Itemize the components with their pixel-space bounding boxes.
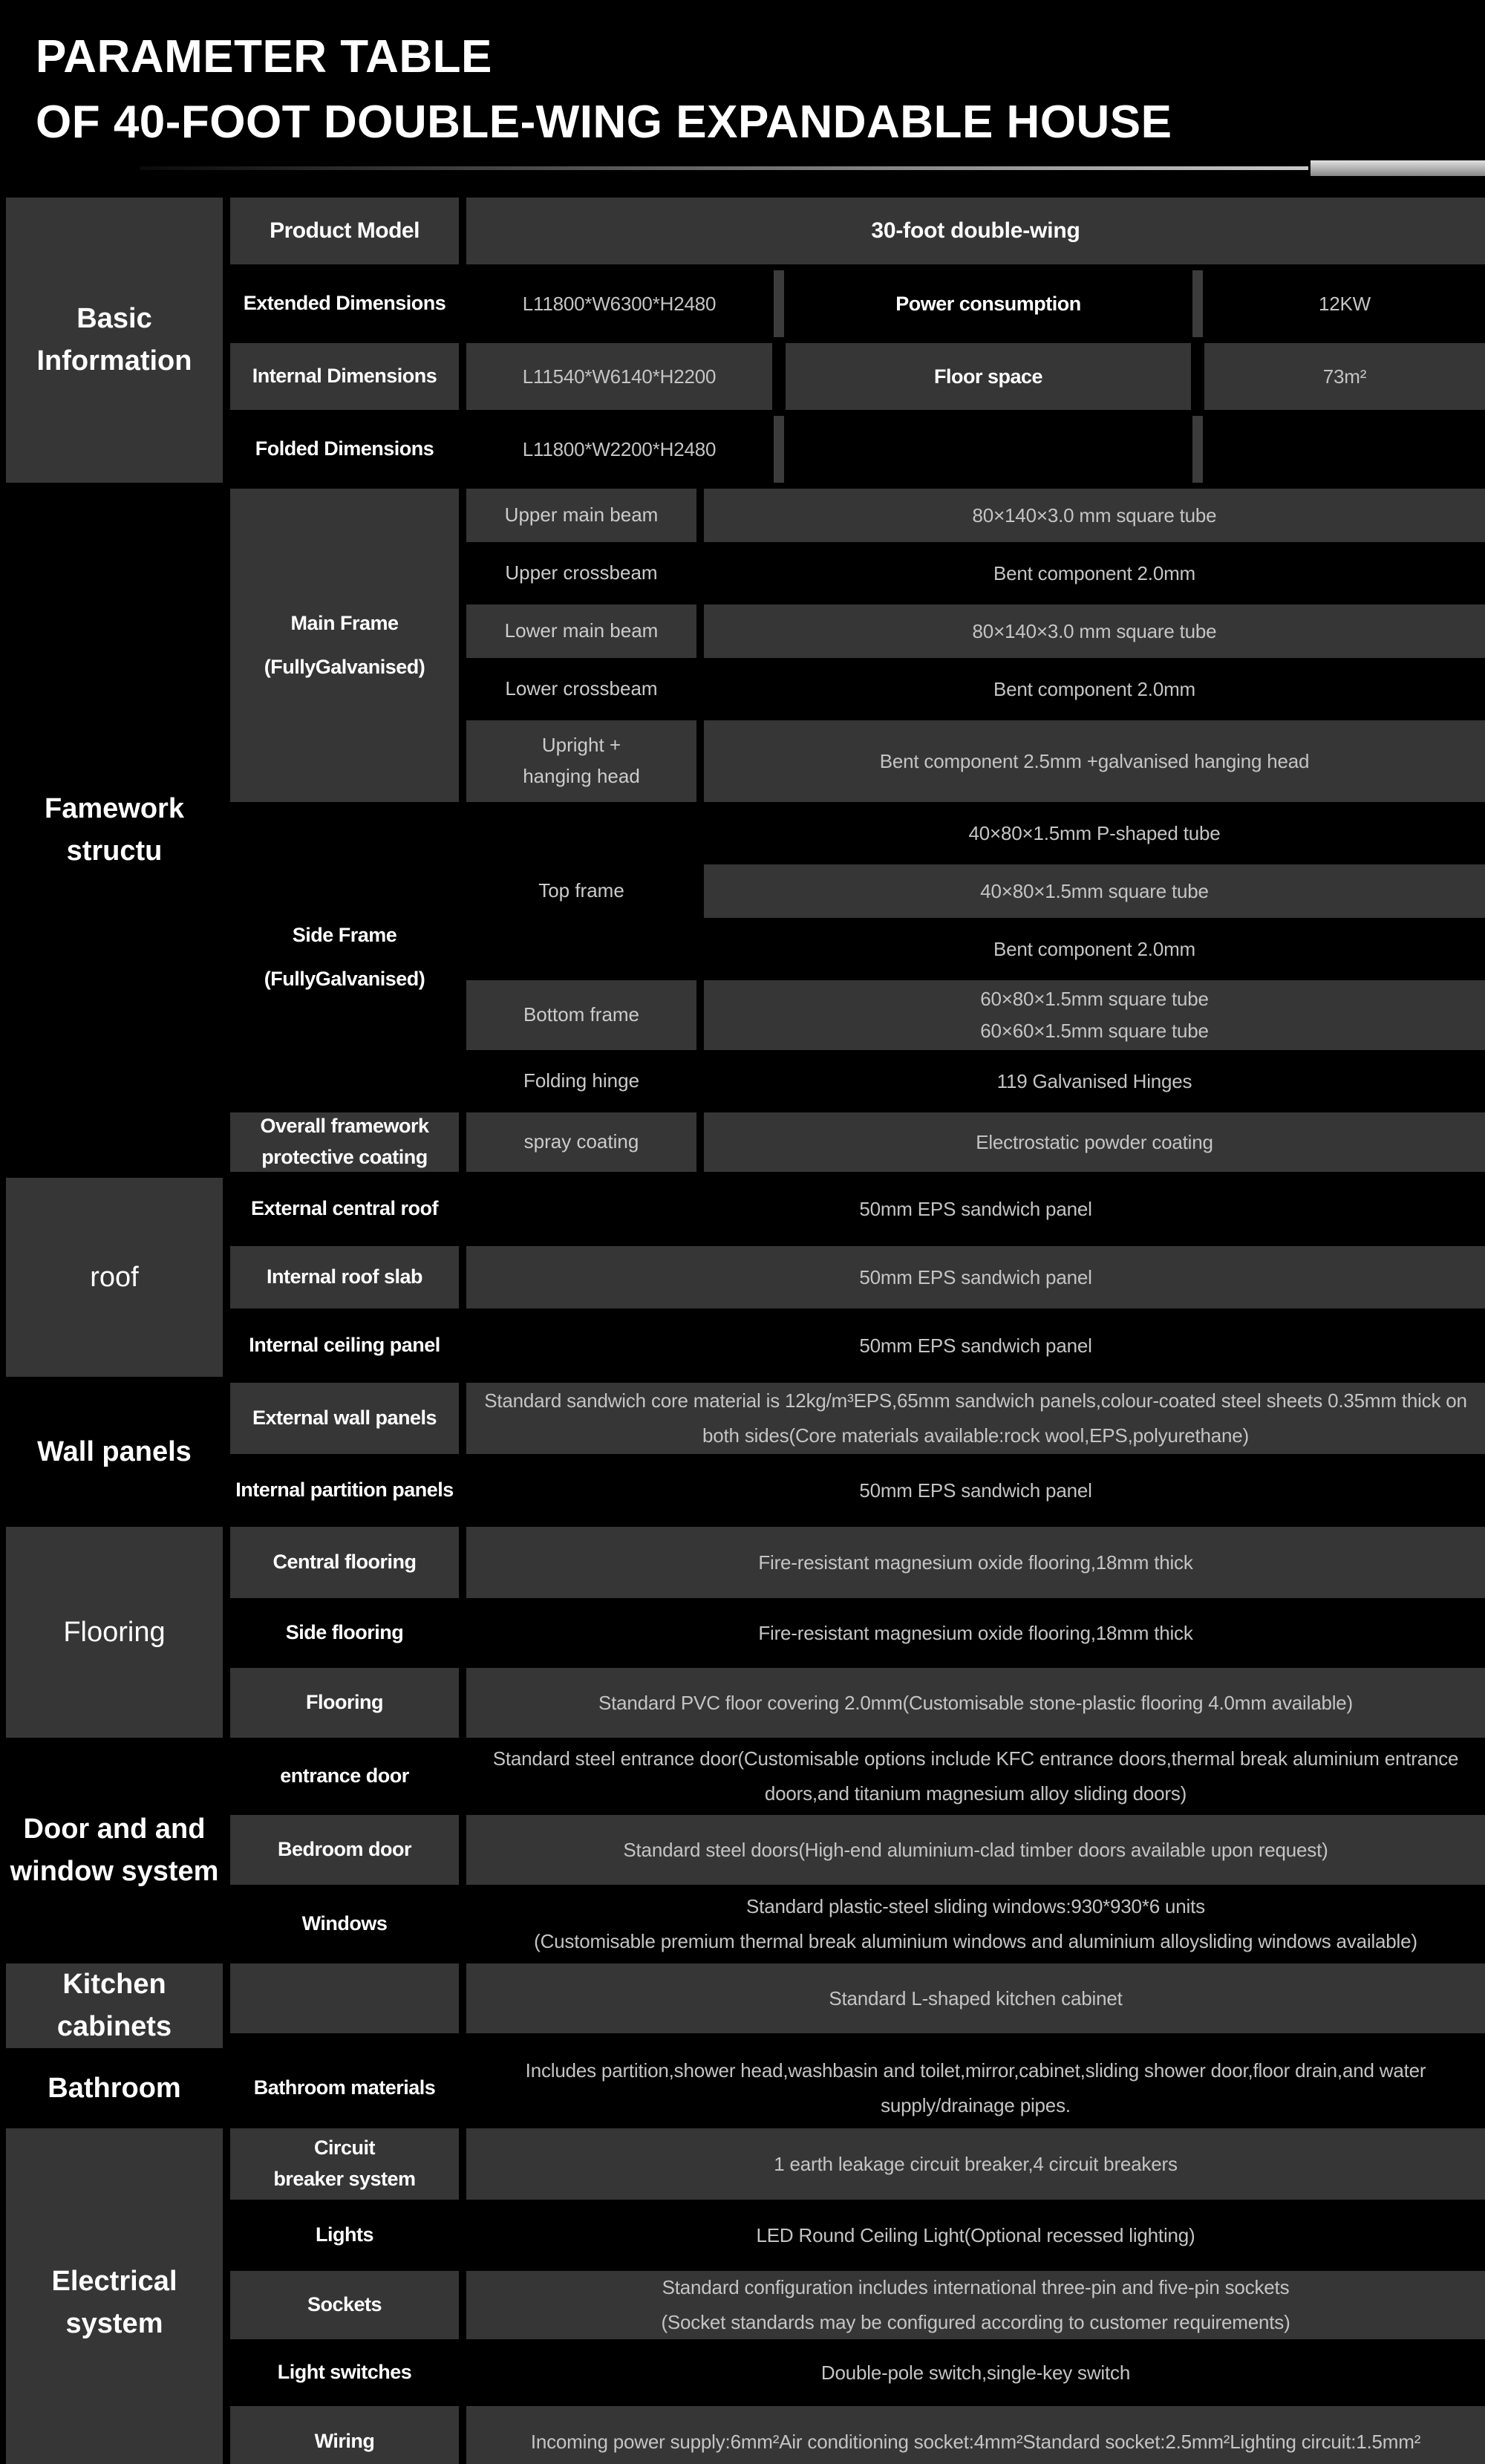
row-value xyxy=(466,1744,1485,1809)
section-label-text: system xyxy=(65,2308,163,2339)
row-sockets xyxy=(230,2271,1485,2339)
row-bottom-frame xyxy=(466,980,1485,1050)
row-label: Internal roof slab xyxy=(230,1246,459,1308)
section-label-text: Information xyxy=(36,345,192,377)
component-spec: Bent component 2.0mm xyxy=(993,937,1196,960)
section-label-framework xyxy=(6,489,223,1172)
title-underline-gradient xyxy=(140,166,1308,170)
row-upper-main-beam xyxy=(466,489,1485,542)
row-protective-coating xyxy=(230,1112,1485,1172)
row-external-wall-panels xyxy=(230,1383,1485,1454)
component-spec: 80×140×3.0 mm square tube xyxy=(704,489,1485,542)
row-label: Bathroom materials xyxy=(253,2076,436,2099)
row-value: Fire-resistant magnesium oxide flooring,18mm thick xyxy=(758,1621,1193,1644)
subsection-label xyxy=(230,489,459,802)
row-value-text: (Customisable premium thermal break aluminium windows and aluminium alloysliding windows available) xyxy=(534,1930,1417,1952)
section-label-text: Bathroom xyxy=(48,2072,181,2104)
section-label-text: Famework xyxy=(45,793,184,824)
column-separator xyxy=(1191,343,1204,410)
row-value: 50mm EPS sandwich panel xyxy=(466,1246,1485,1308)
section-label-text: Basic xyxy=(76,303,152,334)
row-label xyxy=(230,1963,459,2033)
row-internal-dimensions xyxy=(230,343,1485,410)
row-label: Flooring xyxy=(230,1668,459,1738)
row-value: Fire-resistant magnesium oxide flooring,18mm thick xyxy=(466,1527,1485,1598)
row-value-text: doors,and titanium magnesium alloy sliding doors) xyxy=(764,1782,1187,1805)
row-label: Extended Dimensions xyxy=(243,292,446,315)
component-spec xyxy=(704,980,1485,1050)
section-roof xyxy=(6,1178,1485,1377)
section-bathroom xyxy=(6,2054,1485,2122)
row-label: Folded Dimensions xyxy=(255,437,434,460)
section-flooring xyxy=(6,1527,1485,1738)
row-bathroom-materials xyxy=(230,2054,1485,2122)
row-label: Internal Dimensions xyxy=(230,343,459,410)
row-wiring xyxy=(230,2406,1485,2464)
row-label-text: breaker system xyxy=(273,2168,416,2190)
row-label-2 xyxy=(786,416,1191,483)
row-value xyxy=(466,2054,1485,2122)
row-value: 50mm EPS sandwich panel xyxy=(859,1334,1092,1357)
row-label: Side flooring xyxy=(285,1621,404,1644)
section-basic-information xyxy=(6,198,1485,483)
component-label: Top frame xyxy=(538,879,624,902)
row-value: Double-pole switch,single-key switch xyxy=(820,2361,1131,2384)
component-label: Folding hinge xyxy=(523,1069,640,1092)
section-label-text: Wall panels xyxy=(37,1435,192,1467)
row-value: 1 earth leakage circuit breaker,4 circuit breakers xyxy=(466,2128,1485,2200)
row-top-frame-p-tube xyxy=(466,806,1485,860)
subsection-label-text: (FullyGalvanised) xyxy=(264,656,425,678)
section-label-text: window system xyxy=(10,1856,219,1887)
row-label: Central flooring xyxy=(230,1527,459,1598)
row-internal-partition-panels xyxy=(230,1460,1485,1521)
component-spec: 40×80×1.5mm P-shaped tube xyxy=(968,821,1221,844)
row-folded-dimensions xyxy=(230,416,1485,483)
row-label: Wiring xyxy=(230,2406,459,2464)
row-value: L11800*W6300*H2480 xyxy=(522,292,717,315)
row-value-text: Standard steel entrance door(Customisable options include KFC entrance doors,thermal break aluminium entrance xyxy=(492,1747,1459,1770)
row-value: 50mm EPS sandwich panel xyxy=(859,1479,1092,1502)
component-label xyxy=(466,806,696,860)
component-label xyxy=(466,720,696,802)
component-label-text: hanging head xyxy=(523,765,640,787)
section-label-electrical xyxy=(6,2128,223,2464)
row-value-text: Standard sandwich core material is 12kg/m³EPS,65mm sandwich panels,colour-coated steel sheets 0.35mm thick on xyxy=(484,1389,1467,1412)
row-label: Lights xyxy=(316,2223,373,2246)
row-side-bent-component xyxy=(466,922,1485,976)
component-spec: 119 Galvanised Hinges xyxy=(996,1069,1192,1092)
subsection-label-text: Side Frame xyxy=(292,923,397,946)
section-label-basic xyxy=(6,198,223,483)
subsection-label-text: Main Frame xyxy=(290,611,399,634)
row-value: 30-foot double-wing xyxy=(466,198,1485,264)
component-label: Bottom frame xyxy=(466,980,696,1050)
row-value: L11540*W6140*H2200 xyxy=(466,343,772,410)
section-wall-panels xyxy=(6,1383,1485,1521)
row-central-flooring xyxy=(230,1527,1485,1598)
component-label: Lower main beam xyxy=(466,604,696,658)
component-spec: Bent component 2.0mm xyxy=(993,561,1196,584)
row-label-text: protective coating xyxy=(261,1146,428,1168)
component-spec: 40×80×1.5mm square tube xyxy=(704,864,1485,918)
row-bedroom-door xyxy=(230,1815,1485,1885)
section-label-text: structu xyxy=(66,835,163,867)
section-label-text: Flooring xyxy=(63,1616,166,1648)
component-spec: Electrostatic powder coating xyxy=(704,1112,1485,1172)
subsection-label-text: (FullyGalvanised) xyxy=(264,968,425,990)
row-label: Sockets xyxy=(230,2271,459,2339)
row-label: entrance door xyxy=(280,1764,409,1787)
row-value-2 xyxy=(1204,416,1485,483)
component-label: spray coating xyxy=(466,1112,696,1172)
row-value-2: 12KW xyxy=(1318,292,1371,315)
row-lights xyxy=(230,2206,1485,2265)
page-title-line2: OF 40-FOOT DOUBLE-WING EXPANDABLE HOUSE xyxy=(36,97,1172,148)
component-label-text: Upright + xyxy=(541,734,621,757)
section-kitchen-cabinets xyxy=(6,1963,1485,2048)
section-label-text: Kitchen xyxy=(62,1969,166,2000)
page-header xyxy=(0,0,1485,190)
row-value-2: 73m² xyxy=(1204,343,1485,410)
row-label-text: Overall framework xyxy=(260,1115,429,1138)
row-internal-roof-slab xyxy=(230,1246,1485,1308)
row-side-flooring xyxy=(230,1604,1485,1662)
row-upright-hanging-head xyxy=(466,720,1485,802)
section-label-roof xyxy=(6,1178,223,1377)
row-value-text: both sides(Core materials available:rock wool,EPS,polyurethane) xyxy=(702,1424,1249,1447)
row-value: Standard steel doors(High-end aluminium-clad timber doors available upon request) xyxy=(466,1815,1485,1885)
row-external-central-roof xyxy=(230,1178,1485,1240)
row-value-text: Includes partition,shower head,washbasin and toilet,mirror,cabinet,sliding shower door,floor drain,and water xyxy=(525,2059,1426,2082)
section-label-door-window xyxy=(6,1744,223,1958)
row-value-text: Standard plastic-steel sliding windows:930*930*6 units xyxy=(746,1895,1205,1918)
row-value: L11800*W2200*H2480 xyxy=(522,437,717,460)
component-label: Upper crossbeam xyxy=(505,561,658,584)
row-extended-dimensions xyxy=(230,270,1485,337)
row-label: Product Model xyxy=(230,198,459,264)
row-value: LED Round Ceiling Light(Optional recessed lighting) xyxy=(756,2223,1195,2246)
section-label-bathroom xyxy=(6,2054,223,2122)
component-label: Lower crossbeam xyxy=(505,677,658,700)
section-label-text: Door and and xyxy=(23,1813,206,1845)
row-label: Light switches xyxy=(277,2361,412,2384)
row-top-frame-square-tube xyxy=(466,864,1485,918)
row-lower-crossbeam xyxy=(466,662,1485,716)
section-label-text: roof xyxy=(90,1261,139,1293)
section-framework-structure xyxy=(6,489,1485,1172)
spec-table xyxy=(6,198,1485,2464)
component-label xyxy=(466,922,696,976)
row-kitchen-cabinet xyxy=(230,1963,1485,2033)
row-value: Standard L-shaped kitchen cabinet xyxy=(466,1963,1485,2033)
row-value-text: supply/drainage pipes. xyxy=(881,2094,1071,2116)
column-separator xyxy=(1191,270,1204,337)
section-label-text: Electrical xyxy=(51,2266,177,2297)
section-label-text: cabinets xyxy=(56,2011,172,2042)
row-label-2: Floor space xyxy=(786,343,1191,410)
row-value xyxy=(466,1891,1485,1958)
row-circuit-breaker-system xyxy=(230,2128,1485,2200)
component-spec: Bent component 2.0mm xyxy=(993,677,1196,700)
row-label: Internal ceiling panel xyxy=(249,1334,440,1357)
row-value: Standard PVC floor covering 2.0mm(Customisable stone-plastic flooring 4.0mm available) xyxy=(466,1668,1485,1738)
column-separator xyxy=(772,343,786,410)
section-electrical-system xyxy=(6,2128,1485,2464)
page-title-line1: PARAMETER TABLE xyxy=(36,31,492,82)
subsection-label xyxy=(230,806,459,1108)
row-light-switches xyxy=(230,2345,1485,2400)
row-label xyxy=(230,2128,459,2200)
component-label: Upper main beam xyxy=(466,489,696,542)
row-value: 50mm EPS sandwich panel xyxy=(859,1197,1092,1220)
row-label: External wall panels xyxy=(230,1383,459,1454)
row-flooring xyxy=(230,1668,1485,1738)
row-upper-crossbeam xyxy=(466,547,1485,600)
row-folding-hinge xyxy=(466,1055,1485,1108)
row-label xyxy=(230,1112,459,1172)
column-separator xyxy=(1191,416,1204,483)
column-separator xyxy=(772,416,786,483)
title-underline xyxy=(36,157,1485,190)
component-spec: Bent component 2.5mm +galvanised hanging head xyxy=(704,720,1485,802)
row-value-text: (Socket standards may be configured according to customer requirements) xyxy=(661,2311,1290,2333)
section-label-flooring xyxy=(6,1527,223,1738)
row-label: Bedroom door xyxy=(230,1815,459,1885)
section-label-kitchen xyxy=(6,1963,223,2048)
section-label-wall-panels xyxy=(6,1383,223,1521)
section-door-window-system xyxy=(6,1744,1485,1958)
row-value-text: Standard configuration includes international three-pin and five-pin sockets xyxy=(662,2276,1290,2299)
row-lower-main-beam xyxy=(466,604,1485,658)
row-entrance-door xyxy=(230,1744,1485,1809)
row-windows xyxy=(230,1891,1485,1958)
row-product-model xyxy=(230,198,1485,264)
subsection-main-frame xyxy=(230,489,1485,802)
row-value xyxy=(466,2271,1485,2339)
subsection-side-frame xyxy=(230,806,1485,1108)
row-value xyxy=(466,1383,1485,1454)
row-internal-ceiling-panel xyxy=(230,1314,1485,1377)
row-label: External central roof xyxy=(250,1197,439,1220)
row-label: Windows xyxy=(301,1912,388,1935)
row-label: Internal partition panels xyxy=(235,1479,454,1502)
component-spec-text: 60×80×1.5mm square tube xyxy=(980,988,1209,1011)
row-label-text: Circuit xyxy=(313,2137,375,2160)
component-spec: 80×140×3.0 mm square tube xyxy=(704,604,1485,658)
row-value: Incoming power supply:6mm²Air conditioning socket:4mm²Standard socket:2.5mm²Lighting circuit:1.5mm² xyxy=(466,2406,1485,2464)
column-separator xyxy=(772,270,786,337)
component-spec-text: 60×60×1.5mm square tube xyxy=(980,1020,1209,1042)
row-label-2: Power consumption xyxy=(895,292,1081,315)
title-underline-endcap xyxy=(1311,160,1485,176)
